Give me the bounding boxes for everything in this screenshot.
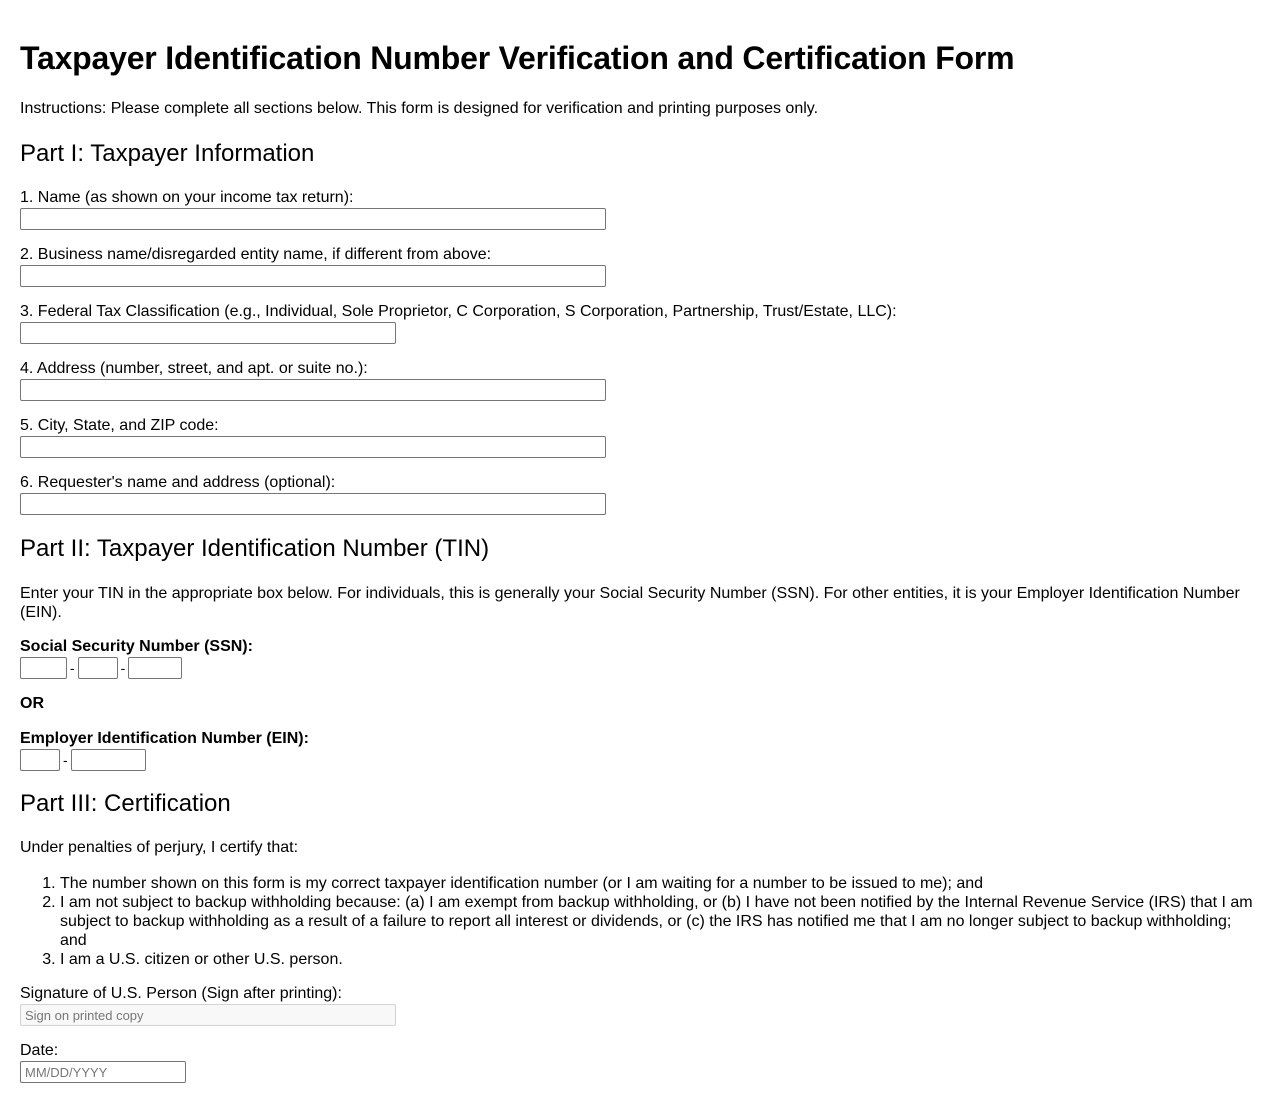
address-label: 4. Address (number, street, and apt. or suite no.): [20, 360, 368, 377]
ssn-dash-1: - [70, 660, 75, 676]
part3-heading: Part III: Certification [20, 790, 231, 817]
ein-part1-input[interactable] [20, 749, 60, 771]
part1-heading: Part I: Taxpayer Information [20, 140, 315, 167]
ssn-part2-input[interactable] [78, 657, 118, 679]
requester-label: 6. Requester's name and address (optional): [20, 474, 336, 491]
city-state-zip-label: 5. City, State, and ZIP code: [20, 417, 219, 434]
or-label: OR [20, 695, 44, 712]
city-state-zip-field[interactable] [20, 436, 606, 458]
date-label: Date: [20, 1042, 59, 1059]
certification-item-2: 2. I am not subject to backup withholding because: (a) I am exempt from backup withholding, or (b) I have not been notified by the Internal Revenue Service (IRS) that I am subject to backup withholding as a result of a failure to report all interest or dividends, or (c) the IRS has notified me that I am no longer subject to backup withholding; and [60, 893, 1260, 950]
ein-dash: - [63, 752, 68, 768]
ssn-inputs [20, 657, 182, 679]
requester-field[interactable] [20, 493, 606, 515]
certification-list [20, 874, 1260, 969]
page-title: Taxpayer Identification Number Verification and Certification Form [20, 40, 1015, 76]
signature-label: Signature of U.S. Person (Sign after printing): [20, 985, 342, 1002]
ein-inputs [20, 749, 146, 771]
signature-field [20, 1004, 396, 1026]
name-field[interactable] [20, 208, 606, 230]
ein-label: Employer Identification Number (EIN): [20, 730, 309, 747]
certification-item-1: 1. The number shown on this form is my correct taxpayer identification number (or I am waiting for a number to be issued to me); and [60, 874, 1260, 893]
ssn-dash-2: - [120, 660, 126, 676]
address-field[interactable] [20, 379, 606, 401]
certification-intro: Under penalties of perjury, I certify that: [20, 839, 299, 856]
tin-description: Enter your TIN in the appropriate box below. For individuals, this is generally your Social Security Number (SSN). For other entities, it is your Employer Identification Number (EIN). [20, 585, 1240, 621]
ssn-label: Social Security Number (SSN): [20, 638, 253, 655]
business-name-label: 2. Business name/disregarded entity name, if different from above: [20, 246, 492, 263]
part2-heading: Part II: Taxpayer Identification Number (TIN) [20, 535, 490, 562]
tax-classification-field[interactable] [20, 322, 396, 344]
ssn-part1-input[interactable] [20, 657, 67, 679]
certification-item-3: 3. I am a U.S. citizen or other U.S. person. [60, 950, 1260, 969]
ssn-part3-input[interactable] [128, 657, 182, 679]
ein-part2-input[interactable] [71, 749, 146, 771]
date-field[interactable] [20, 1061, 186, 1083]
tax-classification-label: 3. Federal Tax Classification (e.g., Individual, Sole Proprietor, C Corporation, S Corporation, Partnership, Trust/Estate, LLC): [20, 303, 897, 320]
name-label: 1. Name (as shown on your income tax return): [20, 189, 354, 206]
instructions-text: Instructions: Please complete all sections below. This form is designed for verification and printing purposes only. [20, 100, 819, 117]
business-name-field[interactable] [20, 265, 606, 287]
